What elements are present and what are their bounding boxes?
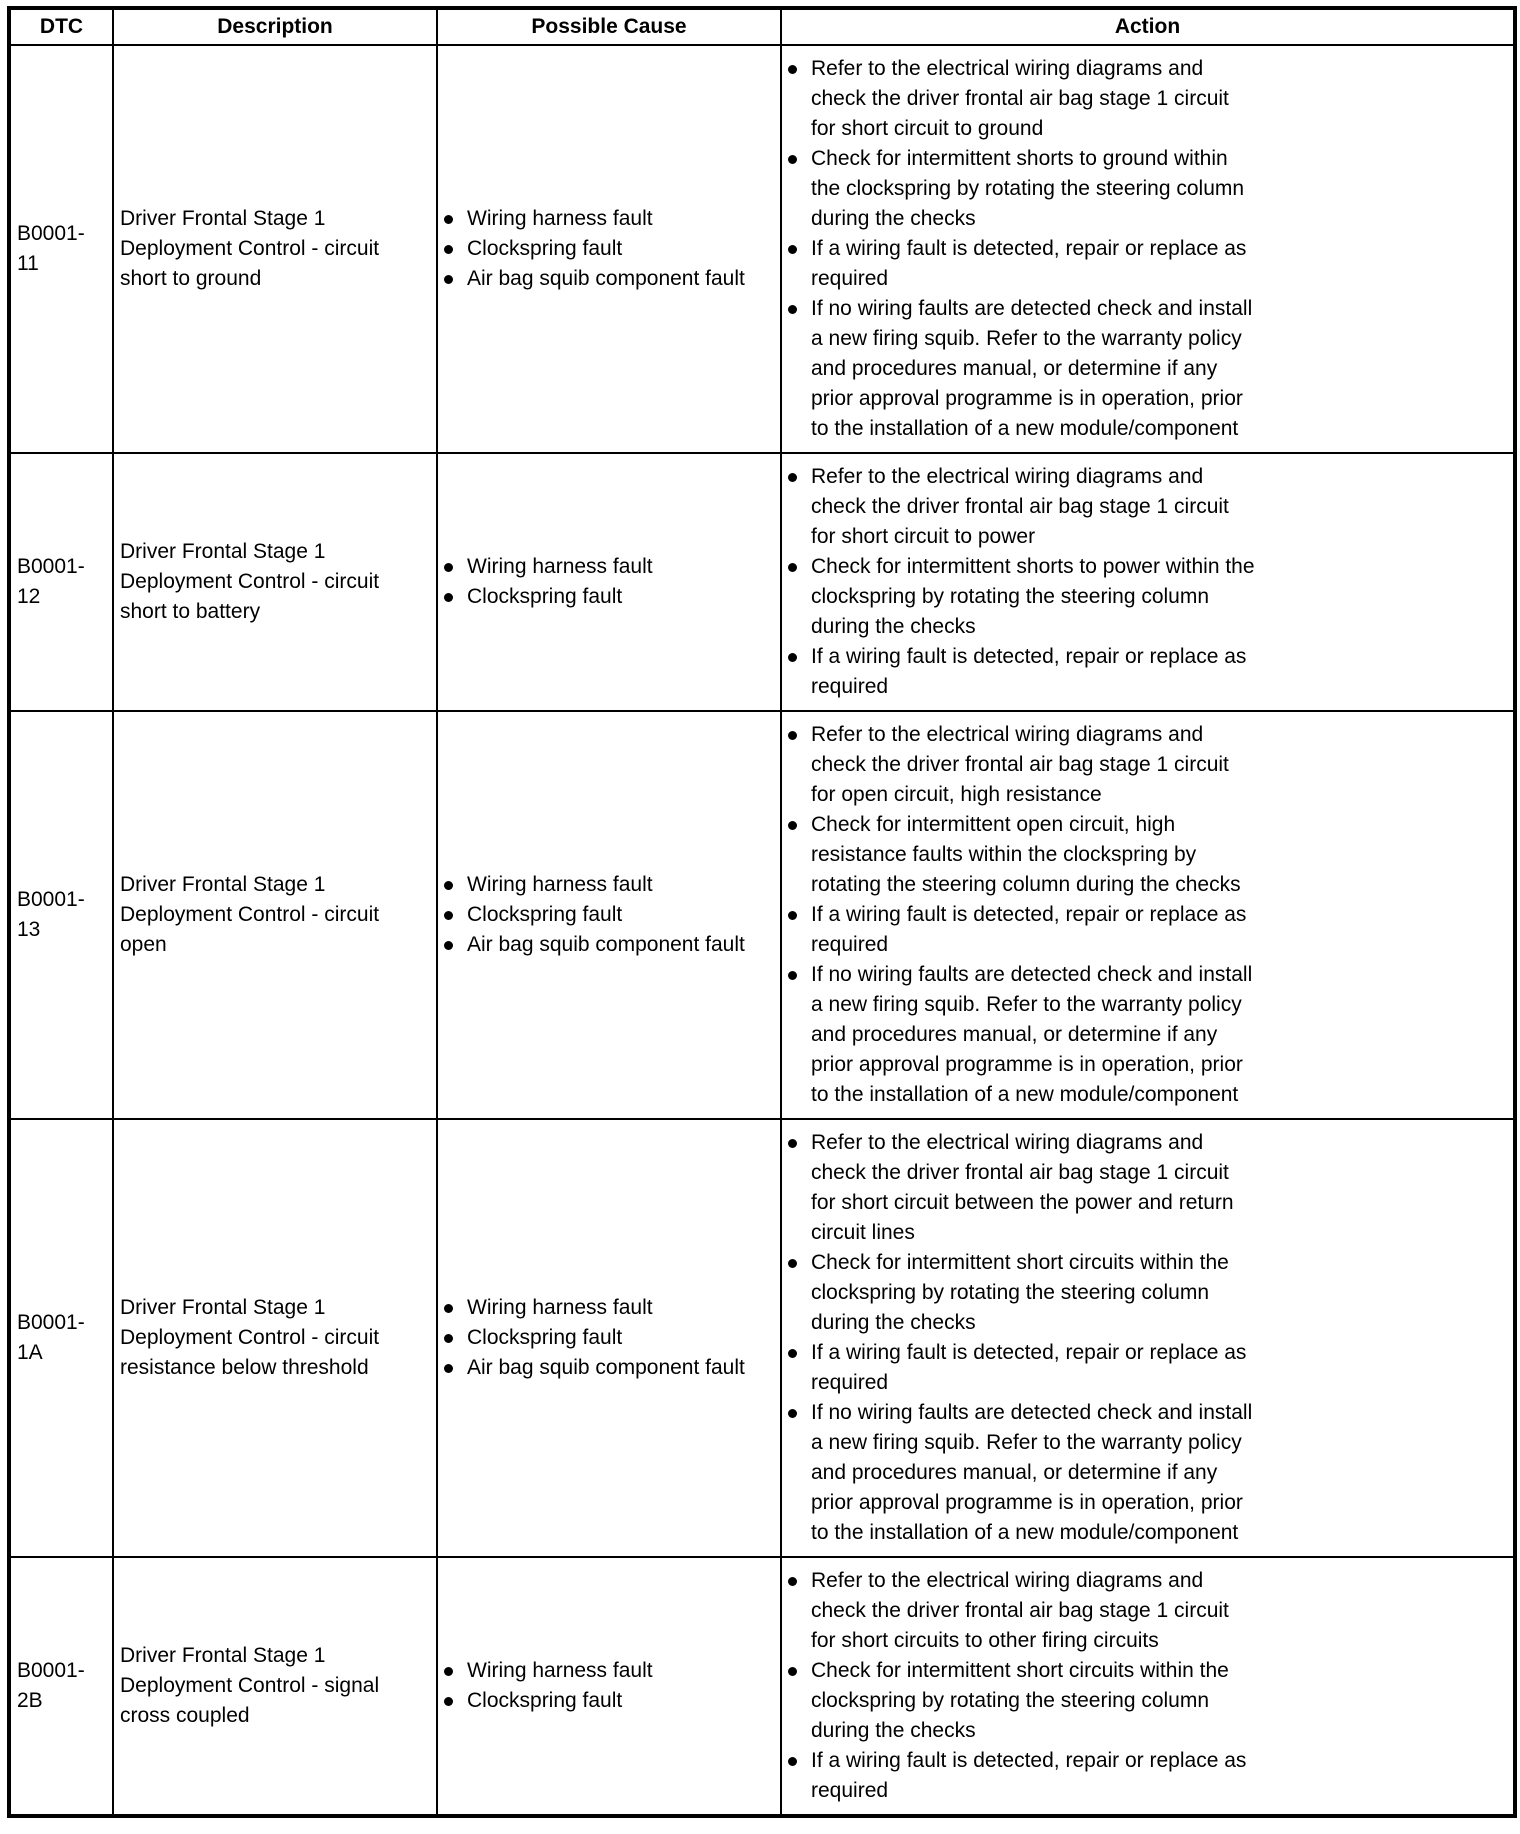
bullet-text: Check for intermittent shorts to ground within the clockspring by rotating the steering column during the checks: [811, 147, 1245, 230]
bullet-text: Air bag squib component fault: [467, 1356, 745, 1379]
bullet-item: [444, 582, 774, 612]
bullet-text: If a wiring fault is detected, repair or replace as required: [811, 645, 1247, 698]
bullet-item: [788, 1566, 1507, 1656]
bullet-text: If no wiring faults are detected check and install a new firing squib. Refer to the warranty policy and procedures manual, or determine if any prior approval programme is in operation, prior to the installation of a new module/component: [811, 963, 1253, 1106]
dtc-cell: [9, 453, 113, 711]
bullet-item: [444, 900, 774, 930]
bullet-text: If no wiring faults are detected check and install a new firing squib. Refer to the warranty policy and procedures manual, or determine if any prior approval programme is in operation, prior to the installation of a new module/component: [811, 1401, 1253, 1544]
bullet-icon: [788, 155, 797, 164]
bullet-item: [788, 1338, 1507, 1398]
description-text: Driver Frontal Stage 1 Deployment Control - circuit short to ground: [120, 207, 380, 290]
bullet-text: Wiring harness fault: [467, 207, 653, 230]
bullet-text: Refer to the electrical wiring diagrams and check the driver frontal air bag stage 1 circuit for open circuit, high resistance: [811, 723, 1229, 806]
possible-cause-cell: [437, 711, 781, 1119]
bullet-item: [788, 960, 1507, 1110]
table-row: [9, 1557, 1515, 1816]
table-row: [9, 45, 1515, 453]
possible-cause-list: [444, 1293, 774, 1383]
dtc-cell: [9, 711, 113, 1119]
bullet-text: If no wiring faults are detected check and install a new firing squib. Refer to the warranty policy and procedures manual, or determine if any prior approval programme is in operation, prior to the installation of a new module/component: [811, 297, 1253, 440]
bullet-item: [444, 1686, 774, 1716]
table-body: [9, 45, 1515, 1816]
action-list: [788, 54, 1507, 444]
bullet-icon: [788, 65, 797, 74]
possible-cause-cell: [437, 453, 781, 711]
bullet-item: [444, 552, 774, 582]
description-cell: [113, 45, 437, 453]
bullet-text: Clockspring fault: [467, 237, 623, 260]
bullet-item: [788, 810, 1507, 900]
bullet-icon: [788, 1409, 797, 1418]
description-cell: [113, 711, 437, 1119]
bullet-text: Refer to the electrical wiring diagrams and check the driver frontal air bag stage 1 circuit for short circuits to other firing circuits: [811, 1569, 1229, 1652]
table-row: [9, 453, 1515, 711]
bullet-text: Refer to the electrical wiring diagrams and check the driver frontal air bag stage 1 circuit for short circuit between the power and return circuit lines: [811, 1131, 1234, 1244]
dtc-code: B0001-1A: [17, 1311, 85, 1364]
bullet-icon: [444, 1304, 453, 1313]
bullet-item: [788, 642, 1507, 702]
bullet-item: [444, 1656, 774, 1686]
bullet-icon: [788, 1757, 797, 1766]
possible-cause-list: [444, 204, 774, 294]
bullet-item: [444, 204, 774, 234]
bullet-text: Check for intermittent short circuits within the clockspring by rotating the steering column during the checks: [811, 1251, 1229, 1334]
action-cell: [781, 711, 1515, 1119]
bullet-text: If a wiring fault is detected, repair or replace as required: [811, 237, 1247, 290]
bullet-icon: [788, 971, 797, 980]
bullet-icon: [444, 1364, 453, 1373]
bullet-text: Clockspring fault: [467, 1689, 623, 1712]
description-cell: [113, 1119, 437, 1557]
possible-cause-cell: [437, 1119, 781, 1557]
bullet-text: Clockspring fault: [467, 1326, 623, 1349]
bullet-icon: [788, 1349, 797, 1358]
bullet-text: Check for intermittent shorts to power within the clockspring by rotating the steering column during the checks: [811, 555, 1255, 638]
bullet-icon: [788, 731, 797, 740]
bullet-icon: [444, 1697, 453, 1706]
bullet-item: [444, 1323, 774, 1353]
bullet-icon: [788, 1139, 797, 1148]
bullet-item: [444, 870, 774, 900]
bullet-item: [788, 1398, 1507, 1548]
bullet-icon: [444, 215, 453, 224]
bullet-text: Wiring harness fault: [467, 873, 653, 896]
bullet-icon: [444, 563, 453, 572]
table-row: [9, 711, 1515, 1119]
bullet-icon: [788, 563, 797, 572]
bullet-icon: [444, 245, 453, 254]
bullet-icon: [788, 653, 797, 662]
bullet-text: Wiring harness fault: [467, 1659, 653, 1682]
bullet-item: [444, 264, 774, 294]
bullet-item: [788, 900, 1507, 960]
action-list: [788, 1566, 1507, 1806]
bullet-item: [788, 234, 1507, 294]
bullet-text: Wiring harness fault: [467, 555, 653, 578]
bullet-icon: [788, 245, 797, 254]
bullet-icon: [444, 911, 453, 920]
bullet-item: [788, 1248, 1507, 1338]
bullet-item: [444, 1293, 774, 1323]
bullet-text: Air bag squib component fault: [467, 267, 745, 290]
bullet-item: [444, 1353, 774, 1383]
bullet-text: Check for intermittent short circuits within the clockspring by rotating the steering column during the checks: [811, 1659, 1229, 1742]
dtc-cell: [9, 45, 113, 453]
bullet-icon: [444, 941, 453, 950]
bullet-text: Check for intermittent open circuit, high resistance faults within the clockspring by rotating the steering column during the checks: [811, 813, 1241, 896]
header-dtc: DTC: [9, 8, 113, 45]
table-row: [9, 1119, 1515, 1557]
bullet-text: Clockspring fault: [467, 585, 623, 608]
bullet-text: Refer to the electrical wiring diagrams and check the driver frontal air bag stage 1 circuit for short circuit to ground: [811, 57, 1229, 140]
description-cell: [113, 453, 437, 711]
bullet-text: Clockspring fault: [467, 903, 623, 926]
bullet-item: [788, 552, 1507, 642]
possible-cause-list: [444, 870, 774, 960]
dtc-code: B0001-2B: [17, 1659, 85, 1712]
bullet-icon: [444, 275, 453, 284]
dtc-code: B0001-11: [17, 222, 85, 275]
bullet-icon: [788, 1259, 797, 1268]
bullet-item: [788, 1128, 1507, 1248]
bullet-item: [788, 54, 1507, 144]
header-row: [9, 8, 1515, 45]
header-action: Action: [781, 8, 1515, 45]
action-cell: [781, 1119, 1515, 1557]
bullet-icon: [444, 1334, 453, 1343]
description-text: Driver Frontal Stage 1 Deployment Control - circuit short to battery: [120, 540, 380, 623]
bullet-text: Refer to the electrical wiring diagrams and check the driver frontal air bag stage 1 circuit for short circuit to power: [811, 465, 1229, 548]
possible-cause-list: [444, 552, 774, 612]
bullet-item: [788, 720, 1507, 810]
description-cell: [113, 1557, 437, 1816]
bullet-icon: [444, 593, 453, 602]
bullet-icon: [788, 305, 797, 314]
bullet-item: [788, 144, 1507, 234]
dtc-cell: [9, 1119, 113, 1557]
description-text: Driver Frontal Stage 1 Deployment Control - circuit open: [120, 873, 380, 956]
action-cell: [781, 45, 1515, 453]
possible-cause-cell: [437, 1557, 781, 1816]
bullet-item: [788, 1656, 1507, 1746]
action-cell: [781, 1557, 1515, 1816]
dtc-table: [7, 6, 1517, 1818]
bullet-icon: [788, 1667, 797, 1676]
action-list: [788, 1128, 1507, 1548]
bullet-icon: [788, 821, 797, 830]
description-text: Driver Frontal Stage 1 Deployment Control - signal cross coupled: [120, 1644, 380, 1727]
header-description: Description: [113, 8, 437, 45]
bullet-item: [444, 930, 774, 960]
dtc-code: B0001-13: [17, 888, 85, 941]
bullet-icon: [788, 473, 797, 482]
bullet-item: [444, 234, 774, 264]
dtc-cell: [9, 1557, 113, 1816]
bullet-icon: [444, 1667, 453, 1676]
bullet-item: [788, 462, 1507, 552]
bullet-text: If a wiring fault is detected, repair or replace as required: [811, 1341, 1247, 1394]
action-list: [788, 720, 1507, 1110]
bullet-text: If a wiring fault is detected, repair or replace as required: [811, 1749, 1247, 1802]
bullet-text: If a wiring fault is detected, repair or replace as required: [811, 903, 1247, 956]
action-list: [788, 462, 1507, 702]
bullet-icon: [788, 1577, 797, 1586]
dtc-code: B0001-12: [17, 555, 85, 608]
bullet-icon: [444, 881, 453, 890]
possible-cause-list: [444, 1656, 774, 1716]
header-possible-cause: Possible Cause: [437, 8, 781, 45]
bullet-icon: [788, 911, 797, 920]
bullet-item: [788, 1746, 1507, 1806]
description-text: Driver Frontal Stage 1 Deployment Control - circuit resistance below threshold: [120, 1296, 380, 1379]
bullet-text: Wiring harness fault: [467, 1296, 653, 1319]
bullet-text: Air bag squib component fault: [467, 933, 745, 956]
action-cell: [781, 453, 1515, 711]
bullet-item: [788, 294, 1507, 444]
possible-cause-cell: [437, 45, 781, 453]
